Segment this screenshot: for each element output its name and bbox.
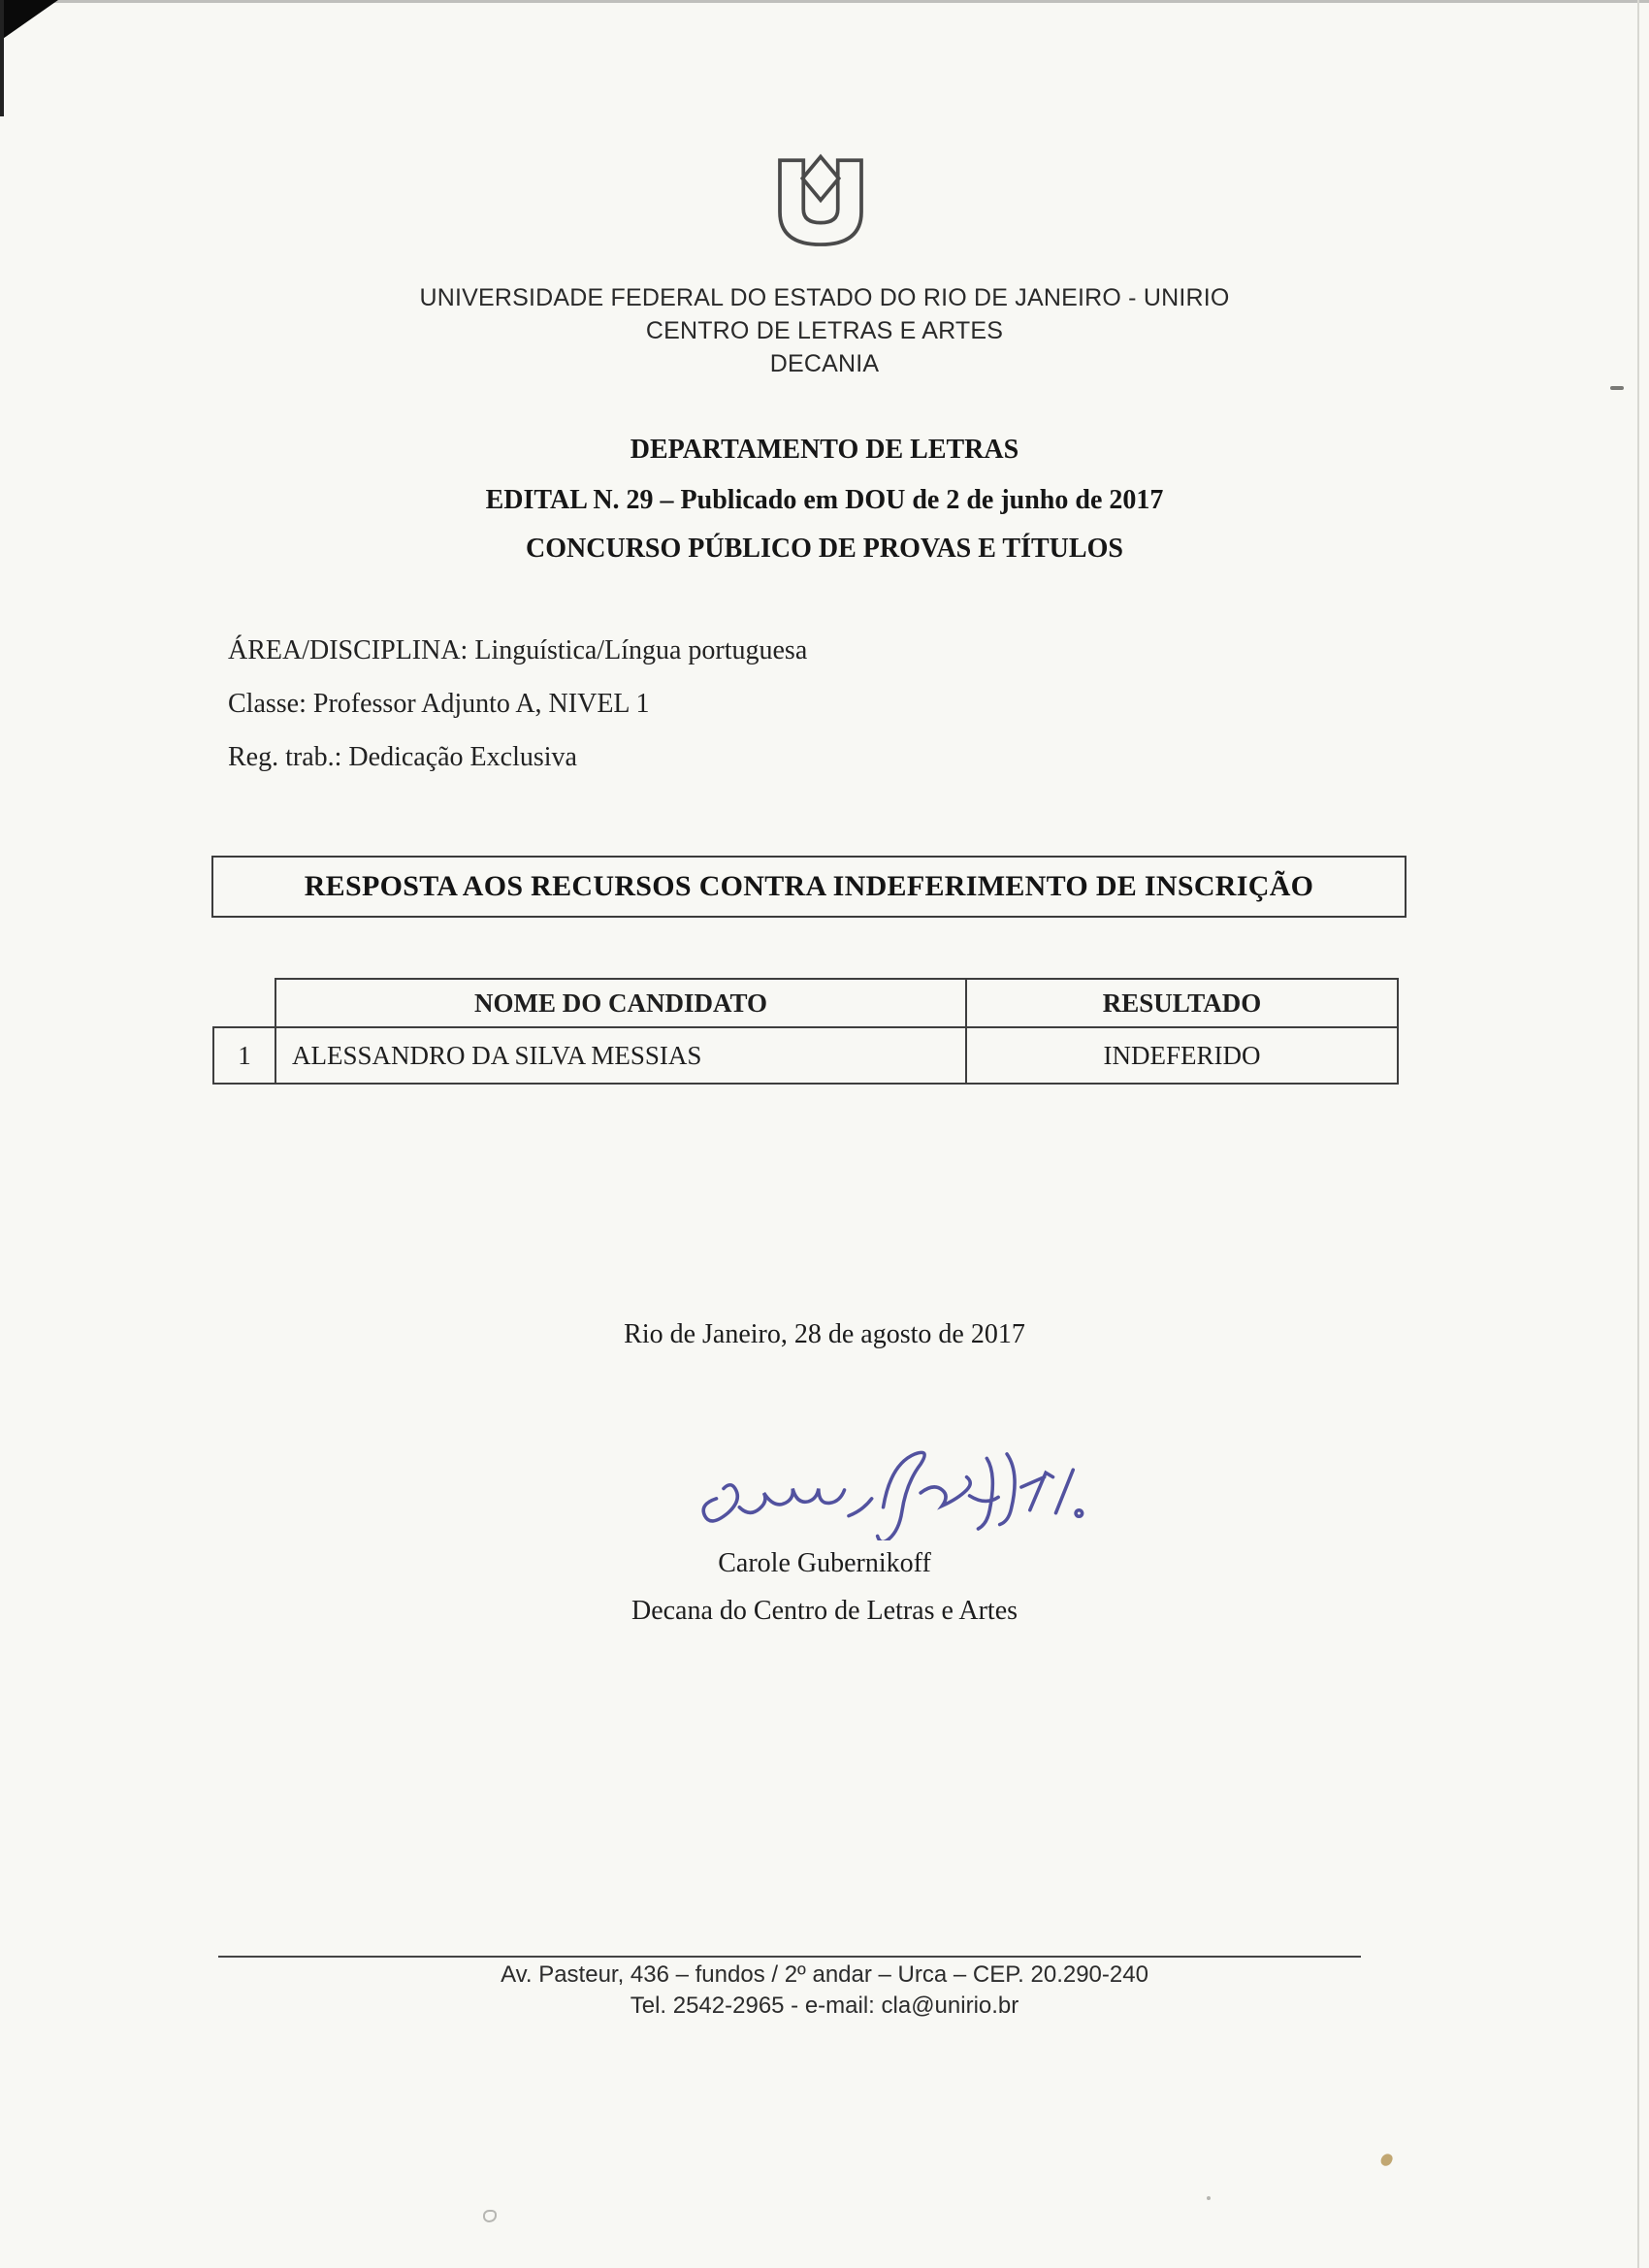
table-row-name-cell: ALESSANDRO DA SILVA MESSIAS [275, 1026, 967, 1085]
footer-divider [218, 1956, 1361, 1958]
signer-name: Carole Gubernikoff [718, 1548, 931, 1578]
university-name: UNIVERSIDADE FEDERAL DO ESTADO DO RIO DE JANEIRO - UNIRIO [419, 284, 1230, 311]
scan-top-edge-artifact [0, 0, 1649, 3]
unirio-logo-icon [766, 153, 875, 256]
footer-contact: Tel. 2542-2965 - e-mail: cla@unirio.br [630, 1993, 1019, 2019]
table-row-number-cell: 1 [212, 1026, 276, 1085]
department-title: DEPARTAMENTO DE LETRAS [630, 435, 1019, 465]
table-header-candidate-name: NOME DO CANDIDATO [275, 978, 967, 1028]
signature-image [679, 1434, 1096, 1540]
scan-left-edge-artifact [0, 0, 4, 116]
scan-speck [1379, 2152, 1394, 2167]
institution-header [0, 281, 1649, 380]
date-line: Rio de Janeiro, 28 de agosto de 2017 [624, 1319, 1025, 1349]
classe-line: Classe: Professor Adjunto A, NIVEL 1 [228, 689, 650, 719]
section-title: RESPOSTA AOS RECURSOS CONTRA INDEFERIMENTO DE INSCRIÇÃO [304, 870, 1314, 902]
edital-title: EDITAL N. 29 – Publicado em DOU de 2 de junho de 2017 [485, 485, 1164, 515]
section-title-box [211, 856, 1406, 918]
center-name: CENTRO DE LETRAS E ARTES [645, 317, 1004, 344]
scan-speck [483, 2210, 497, 2222]
scan-speck [1207, 2196, 1211, 2200]
scan-corner-artifact [0, 0, 58, 41]
scan-edge-dash [1610, 386, 1624, 390]
regime-trabalho-line: Reg. trab.: Dedicação Exclusiva [228, 742, 577, 772]
footer-address: Av. Pasteur, 436 – fundos / 2º andar – Urca – CEP. 20.290-240 [501, 1961, 1148, 1988]
area-disciplina-line: ÁREA/DISCIPLINA: Linguística/Língua portuguesa [228, 635, 808, 665]
table-header-result: RESULTADO [965, 978, 1399, 1028]
decania-label: DECANIA [769, 350, 880, 377]
table-row-result-cell: INDEFERIDO [965, 1026, 1399, 1085]
concurso-title: CONCURSO PÚBLICO DE PROVAS E TÍTULOS [526, 534, 1123, 564]
signer-role: Decana do Centro de Letras e Artes [630, 1596, 1018, 1626]
